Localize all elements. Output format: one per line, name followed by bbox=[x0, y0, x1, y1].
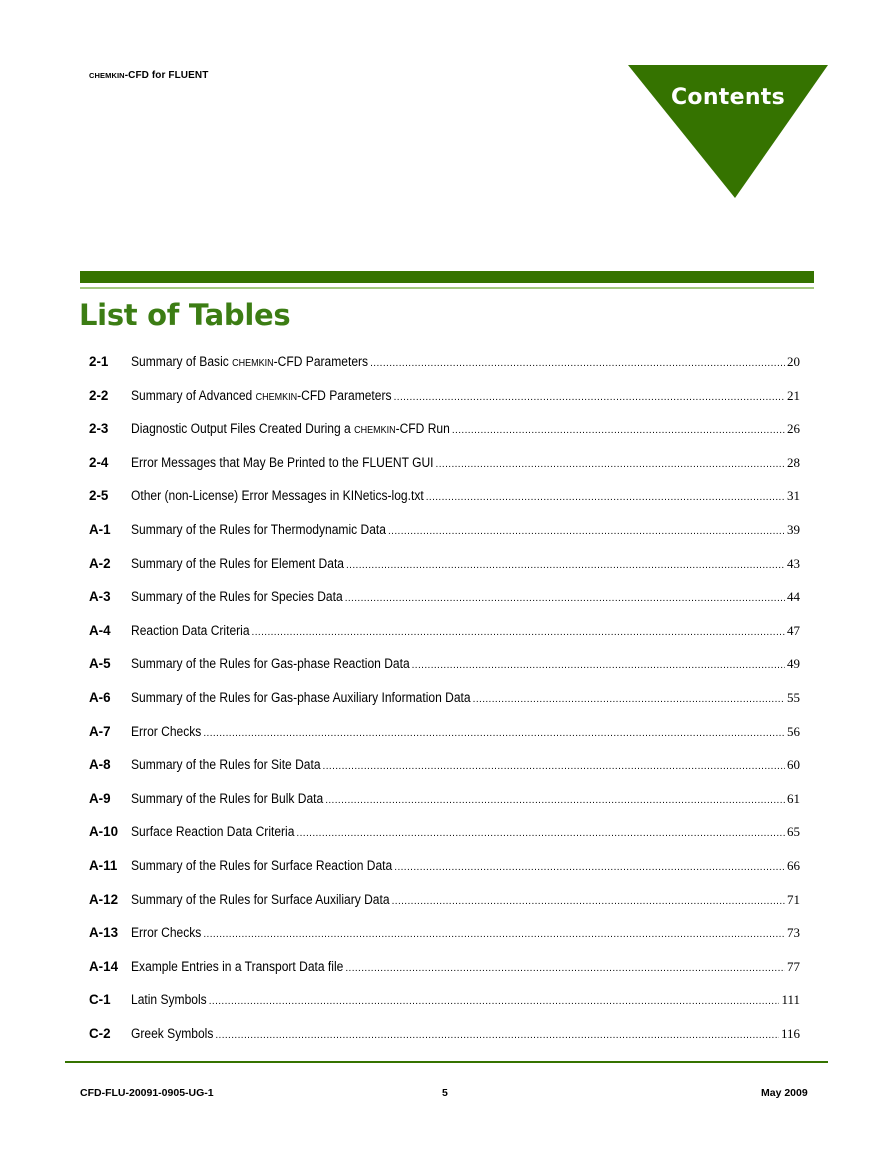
dot-leader bbox=[345, 593, 785, 604]
table-number: A-11 bbox=[89, 857, 118, 873]
toc-entry[interactable] bbox=[89, 455, 800, 489]
table-title-pre: Summary of the Rules for Gas-phase Reaction Data bbox=[131, 656, 410, 672]
section-rule-thin bbox=[80, 287, 814, 289]
toc-entry[interactable] bbox=[89, 824, 800, 858]
dot-leader bbox=[203, 728, 785, 739]
table-title-pre: Summary of Basic bbox=[131, 354, 233, 369]
toc-entry[interactable] bbox=[89, 892, 800, 926]
table-title-smallcaps: CHEMKIN bbox=[255, 391, 298, 403]
table-title-pre: Reaction Data Criteria bbox=[131, 622, 250, 638]
table-title-pre: Error Messages that May Be Printed to the FLUENT GUI bbox=[131, 454, 434, 470]
toc-entry[interactable] bbox=[89, 724, 800, 758]
dot-leader bbox=[346, 560, 785, 571]
table-title-pre: Greek Symbols bbox=[131, 1025, 214, 1041]
footer-page-number: 5 bbox=[442, 1087, 448, 1099]
table-title[interactable] bbox=[131, 589, 343, 604]
table-title[interactable] bbox=[131, 724, 201, 739]
table-title-pre: Summary of the Rules for Species Data bbox=[131, 589, 343, 605]
table-number: C-1 bbox=[89, 992, 111, 1008]
table-page-number[interactable]: 56 bbox=[787, 723, 800, 739]
table-title[interactable] bbox=[131, 623, 250, 638]
table-page-number[interactable]: 60 bbox=[787, 757, 800, 773]
table-title-pre: Summary of the Rules for Element Data bbox=[131, 555, 345, 571]
table-title[interactable] bbox=[131, 556, 344, 571]
table-title[interactable] bbox=[131, 925, 201, 940]
table-page-number[interactable]: 116 bbox=[780, 1025, 800, 1041]
table-title[interactable] bbox=[131, 354, 368, 369]
table-title-post: -CFD Parameters bbox=[273, 354, 369, 369]
table-title[interactable] bbox=[131, 690, 471, 705]
dot-leader bbox=[370, 358, 785, 369]
table-page-number[interactable]: 26 bbox=[787, 421, 800, 437]
table-number: A-5 bbox=[89, 656, 111, 672]
toc-entry[interactable] bbox=[89, 1026, 800, 1060]
table-number: A-9 bbox=[89, 790, 111, 806]
table-title-pre: Latin Symbols bbox=[131, 992, 207, 1008]
dot-leader bbox=[388, 526, 785, 537]
contents-tab-label[interactable]: Contents bbox=[670, 85, 786, 110]
table-number: A-2 bbox=[89, 555, 111, 571]
table-page-number[interactable]: 55 bbox=[787, 689, 800, 705]
toc-entry[interactable] bbox=[89, 992, 800, 1026]
table-title[interactable] bbox=[131, 757, 321, 772]
dot-leader bbox=[252, 627, 785, 638]
footer-rule bbox=[65, 1061, 828, 1063]
table-page-number[interactable]: 44 bbox=[787, 589, 800, 605]
toc-entry[interactable] bbox=[89, 421, 800, 455]
table-title[interactable] bbox=[131, 959, 343, 974]
table-number: 2-3 bbox=[89, 421, 109, 437]
table-page-number[interactable]: 73 bbox=[787, 925, 800, 941]
table-title[interactable] bbox=[131, 455, 434, 470]
table-number: A-14 bbox=[89, 958, 119, 974]
dot-leader bbox=[392, 896, 785, 907]
toc-entry[interactable] bbox=[89, 388, 800, 422]
table-number: A-6 bbox=[89, 689, 111, 705]
dot-leader bbox=[323, 761, 785, 772]
table-number: A-10 bbox=[89, 824, 119, 840]
running-header bbox=[89, 70, 208, 81]
table-page-number[interactable]: 61 bbox=[787, 790, 800, 806]
table-page-number[interactable]: 47 bbox=[787, 622, 800, 638]
dot-leader bbox=[203, 929, 785, 940]
table-title-smallcaps: CHEMKIN bbox=[232, 358, 274, 369]
footer-doc-id: CFD-FLU-20091-0905-UG-1 bbox=[80, 1087, 214, 1099]
table-title[interactable] bbox=[131, 791, 323, 806]
table-number: A-13 bbox=[89, 925, 119, 941]
table-page-number[interactable]: 43 bbox=[787, 555, 800, 571]
table-title-smallcaps: CHEMKIN bbox=[354, 425, 396, 437]
table-title-pre: Summary of the Rules for Surface Auxiliary Data bbox=[131, 891, 390, 907]
table-page-number[interactable]: 21 bbox=[787, 387, 800, 403]
table-page-number[interactable]: 65 bbox=[787, 824, 800, 840]
running-header-smallcaps: CHEMKIN bbox=[89, 71, 125, 80]
table-title-pre: Example Entries in a Transport Data file bbox=[131, 958, 344, 974]
table-title-pre: Summary of the Rules for Surface Reaction Data bbox=[131, 857, 393, 873]
table-number: A-7 bbox=[89, 723, 111, 739]
table-title-pre: Summary of the Rules for Thermodynamic Data bbox=[131, 521, 386, 537]
table-title[interactable] bbox=[131, 824, 294, 839]
table-number: 2-1 bbox=[89, 354, 109, 369]
dot-leader bbox=[345, 963, 785, 974]
table-number: A-4 bbox=[89, 622, 111, 638]
toc-entry[interactable] bbox=[89, 354, 800, 388]
dot-leader bbox=[412, 660, 785, 671]
table-title-pre: Error Checks bbox=[131, 925, 202, 941]
toc-entry[interactable] bbox=[89, 757, 800, 791]
table-title[interactable] bbox=[131, 992, 207, 1007]
footer-date: May 2009 bbox=[761, 1087, 808, 1099]
toc-entry[interactable] bbox=[89, 623, 800, 657]
table-title-pre: Summary of the Rules for Gas-phase Auxiliary Information Data bbox=[131, 689, 471, 705]
toc-entry[interactable] bbox=[89, 556, 800, 590]
table-title[interactable] bbox=[131, 656, 410, 671]
dot-leader bbox=[426, 492, 785, 503]
table-title[interactable] bbox=[131, 858, 392, 873]
table-page-number[interactable]: 77 bbox=[787, 958, 800, 974]
dot-leader bbox=[436, 459, 785, 470]
table-title-pre: Summary of Advanced bbox=[131, 387, 256, 403]
table-title[interactable] bbox=[131, 488, 424, 503]
table-number: 2-2 bbox=[89, 387, 109, 403]
table-number: 2-5 bbox=[89, 488, 109, 504]
table-title-pre: Other (non-License) Error Messages in KINetics-log.txt bbox=[131, 488, 424, 504]
table-title-pre: Error Checks bbox=[131, 723, 202, 739]
toc-entry[interactable] bbox=[89, 656, 800, 690]
table-number: A-3 bbox=[89, 589, 111, 605]
section-title: List of Tables bbox=[79, 298, 291, 332]
table-page-number[interactable]: 66 bbox=[787, 857, 800, 873]
table-number: C-2 bbox=[89, 1025, 111, 1041]
table-title[interactable] bbox=[131, 1026, 213, 1041]
table-page-number[interactable]: 31 bbox=[787, 488, 800, 504]
table-number: A-12 bbox=[89, 891, 119, 907]
table-page-number[interactable]: 39 bbox=[787, 521, 800, 537]
toc-entry[interactable] bbox=[89, 959, 800, 993]
table-number: A-8 bbox=[89, 757, 111, 773]
table-page-number[interactable]: 49 bbox=[787, 656, 800, 672]
dot-leader bbox=[215, 1030, 779, 1041]
dot-leader bbox=[394, 862, 785, 873]
table-title-pre: Surface Reaction Data Criteria bbox=[131, 824, 295, 840]
toc-entry[interactable] bbox=[89, 858, 800, 892]
table-title-pre: Summary of the Rules for Bulk Data bbox=[131, 790, 324, 806]
toc-entry[interactable] bbox=[89, 925, 800, 959]
dot-leader bbox=[452, 425, 785, 436]
dot-leader bbox=[325, 795, 785, 806]
table-list bbox=[89, 354, 800, 1059]
section-rule-thick bbox=[80, 271, 814, 283]
table-number: A-1 bbox=[89, 521, 111, 537]
table-title-post: -CFD Parameters bbox=[297, 387, 392, 403]
table-title-pre: Diagnostic Output Files Created During a bbox=[131, 421, 355, 437]
table-page-number[interactable]: 111 bbox=[781, 992, 800, 1008]
table-number: 2-4 bbox=[89, 454, 109, 470]
dot-leader bbox=[473, 694, 785, 705]
toc-entry[interactable] bbox=[89, 690, 800, 724]
table-title-pre: Summary of the Rules for Site Data bbox=[131, 757, 321, 773]
table-title[interactable] bbox=[131, 421, 450, 436]
dot-leader bbox=[209, 996, 780, 1007]
dot-leader bbox=[296, 828, 785, 839]
toc-entry[interactable] bbox=[89, 488, 800, 522]
table-title[interactable] bbox=[131, 892, 390, 907]
table-page-number[interactable]: 28 bbox=[787, 454, 800, 470]
table-page-number[interactable]: 20 bbox=[787, 354, 800, 369]
toc-entry[interactable] bbox=[89, 522, 800, 556]
table-title[interactable] bbox=[131, 388, 392, 403]
table-title[interactable] bbox=[131, 522, 386, 537]
running-header-rest: -CFD for FLUENT bbox=[124, 70, 209, 81]
table-page-number[interactable]: 71 bbox=[787, 891, 800, 907]
table-title-post: -CFD Run bbox=[395, 421, 450, 437]
dot-leader bbox=[394, 392, 785, 403]
toc-entry[interactable] bbox=[89, 791, 800, 825]
toc-entry[interactable] bbox=[89, 589, 800, 623]
